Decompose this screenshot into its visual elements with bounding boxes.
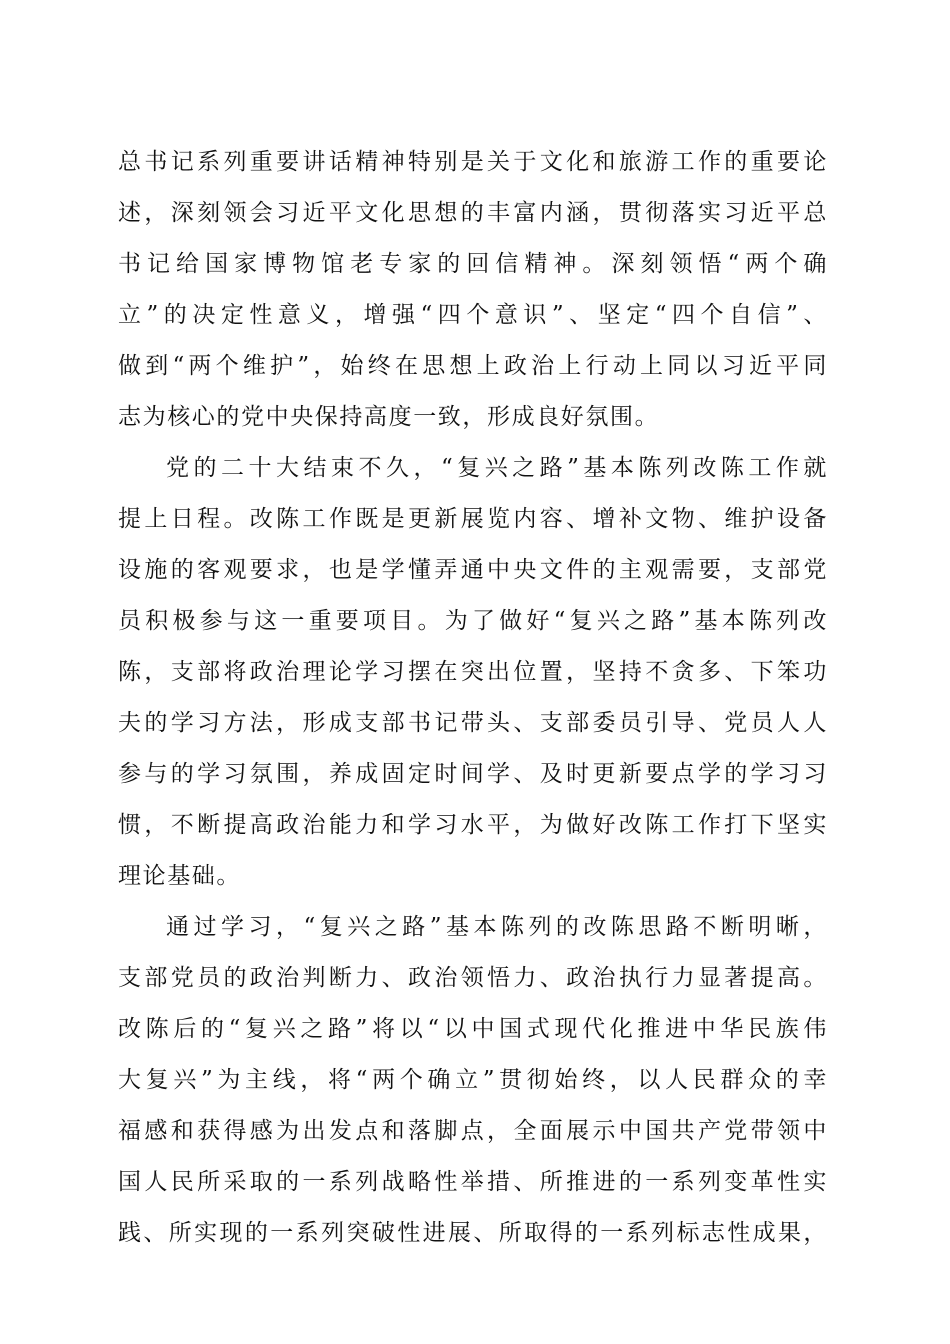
paragraph-line: 书记给国家博物馆老专家的回信精神。深刻领悟“两个确 <box>118 251 828 277</box>
paragraph-line: 立”的决定性意义，增强“四个意识”、坚定“四个自信”、 <box>118 302 828 328</box>
paragraph-line: 提上日程。改陈工作既是更新展览内容、增补文物、维护设备 <box>118 506 828 532</box>
document-body <box>118 137 828 1259</box>
paragraph-line: 支部党员的政治判断力、政治领悟力、政治执行力显著提高。 <box>118 965 828 991</box>
paragraph-line: 国人民所采取的一系列战略性举措、所推进的一系列变革性实 <box>118 1169 828 1195</box>
paragraph-line: 夫的学习方法，形成支部书记带头、支部委员引导、党员人人 <box>118 710 828 736</box>
paragraph-line: 党的二十大结束不久，“复兴之路”基本陈列改陈工作就 <box>166 455 828 481</box>
paragraph-line: 福感和获得感为出发点和落脚点，全面展示中国共产党带领中 <box>118 1118 828 1144</box>
paragraph-line: 大复兴”为主线，将“两个确立”贯彻始终，以人民群众的幸 <box>118 1067 828 1093</box>
paragraph-line: 做到“两个维护”，始终在思想上政治上行动上同以习近平同 <box>118 353 828 379</box>
paragraph-line: 员积极参与这一重要项目。为了做好“复兴之路”基本陈列改 <box>118 608 828 634</box>
paragraph-line: 总书记系列重要讲话精神特别是关于文化和旅游工作的重要论 <box>118 149 828 175</box>
paragraph-line: 述，深刻领会习近平文化思想的丰富内涵，贯彻落实习近平总 <box>118 200 828 226</box>
paragraph-line: 志为核心的党中央保持高度一致，形成良好氛围。 <box>118 404 660 430</box>
paragraph-1 <box>118 137 828 443</box>
paragraph-line: 参与的学习氛围，养成固定时间学、及时更新要点学的学习习 <box>118 761 828 787</box>
paragraph-line: 陈，支部将政治理论学习摆在突出位置，坚持不贪多、下笨功 <box>118 659 828 685</box>
paragraph-line: 设施的客观要求，也是学懂弄通中央文件的主观需要，支部党 <box>118 557 828 583</box>
paragraph-3 <box>118 902 828 1259</box>
paragraph-line: 通过学习，“复兴之路”基本陈列的改陈思路不断明晰， <box>166 914 828 940</box>
paragraph-line: 践、所实现的一系列突破性进展、所取得的一系列标志性成果， <box>118 1220 828 1246</box>
paragraph-line: 惯，不断提高政治能力和学习水平，为做好改陈工作打下坚实 <box>118 812 828 838</box>
paragraph-line: 理论基础。 <box>118 863 241 889</box>
paragraph-line: 改陈后的“复兴之路”将以“以中国式现代化推进中华民族伟 <box>118 1016 828 1042</box>
paragraph-2 <box>118 443 828 902</box>
